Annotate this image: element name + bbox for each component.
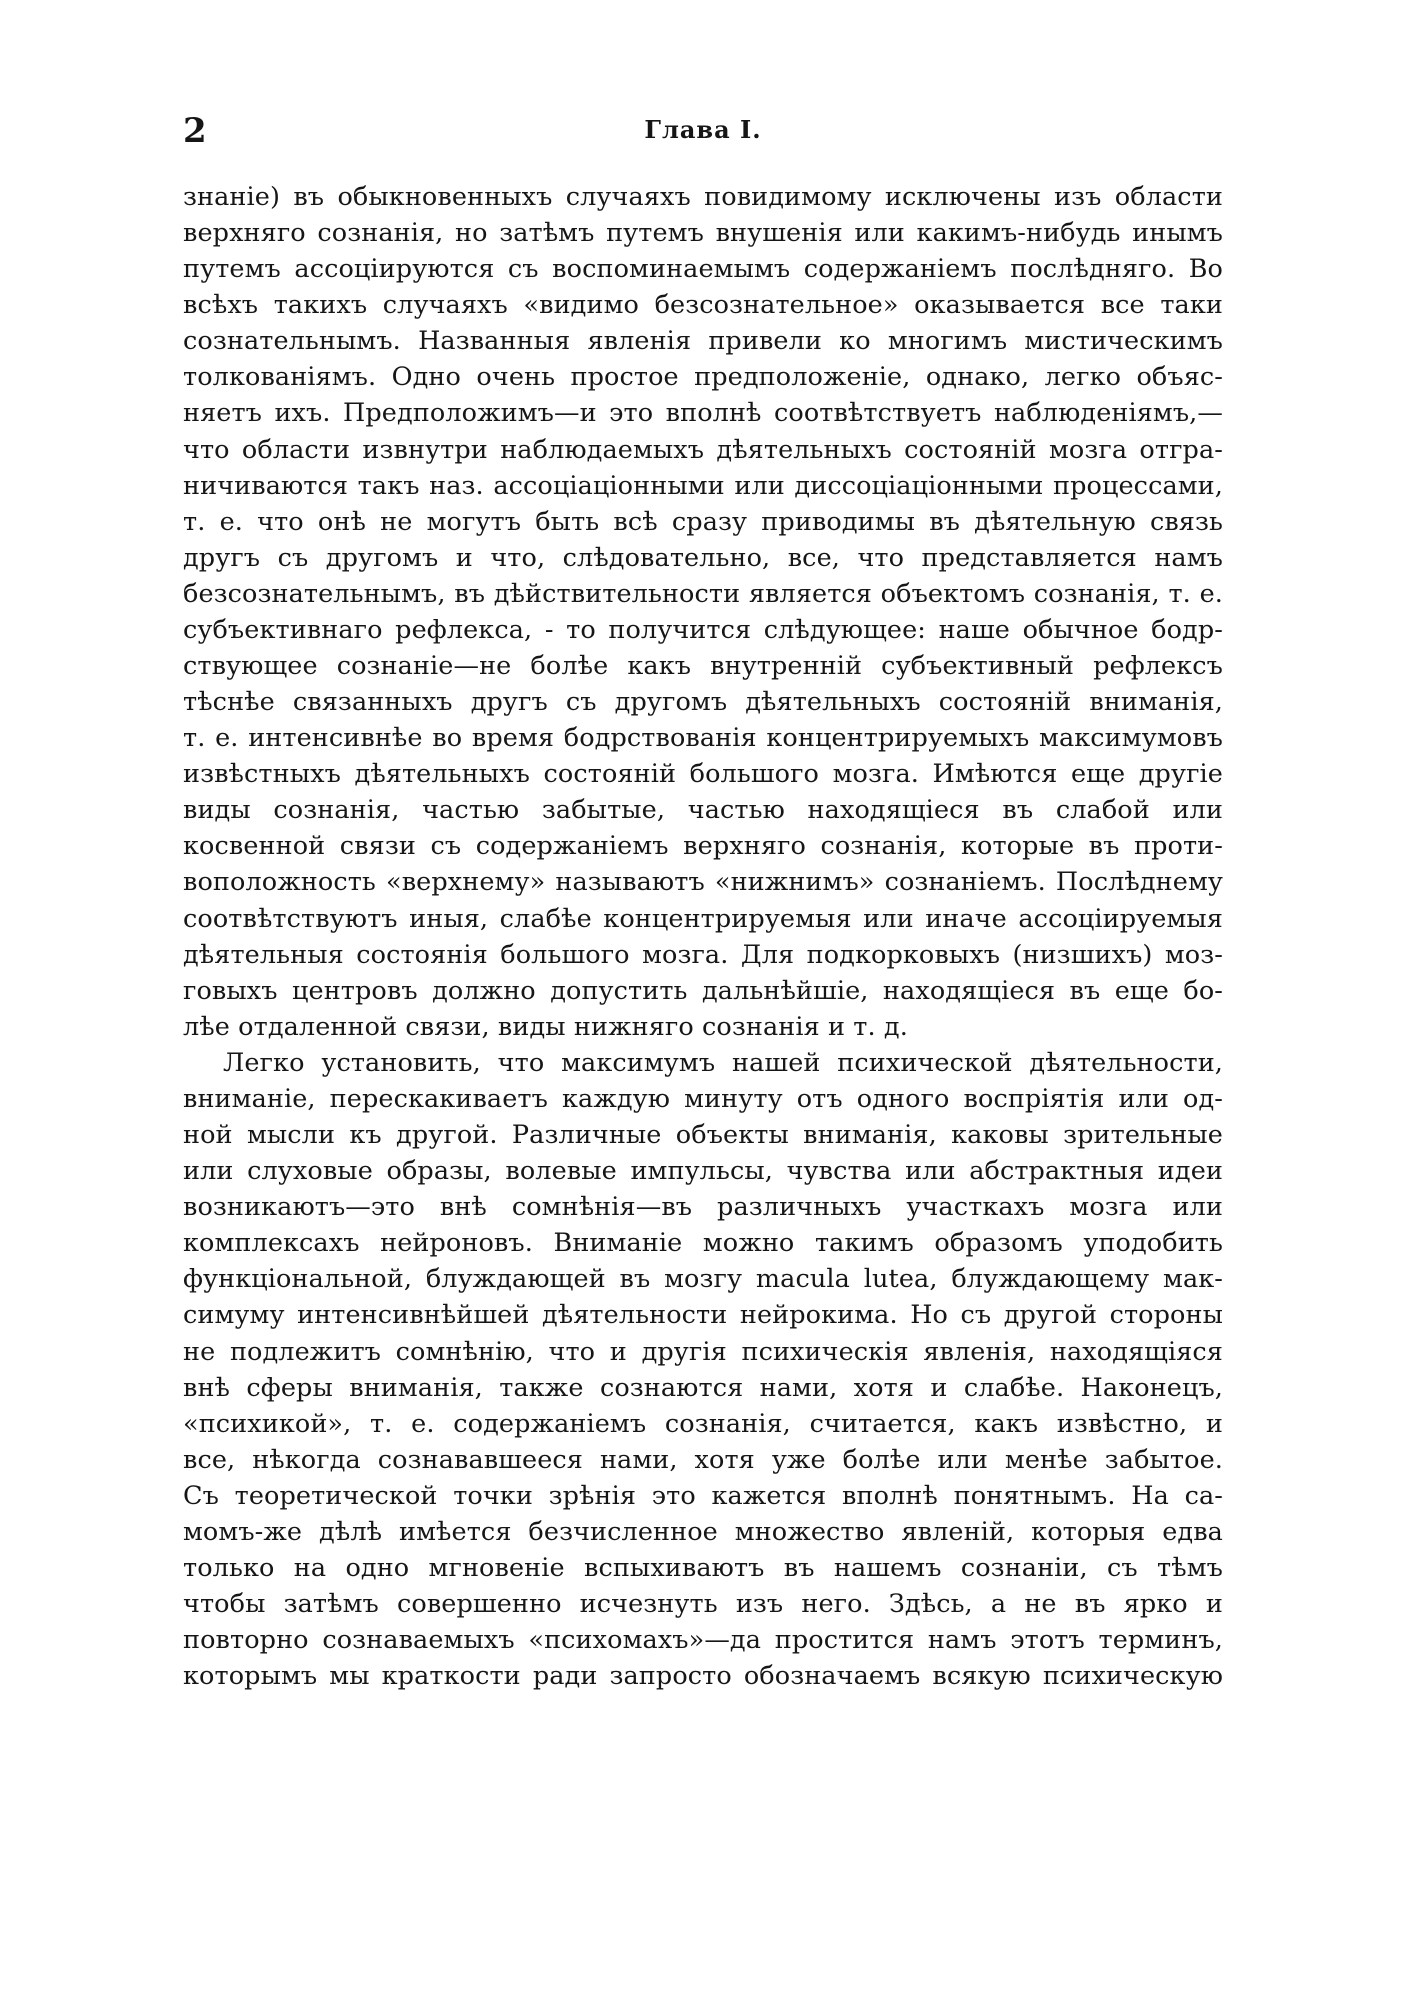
text-line: только на одно мгновеніе вспыхиваютъ въ нашемъ сознаніи, съ тѣмъ [183, 1552, 1223, 1583]
text-line: воположность «верхнему» называютъ «нижнимъ» сознаніемъ. Послѣднему [183, 867, 1223, 898]
text-line: ствующее сознаніе—не болѣе какъ внутренній субъективный рефлексъ [183, 651, 1223, 682]
text-line: путемъ ассоціируются съ воспоминаемымъ содержаніемъ послѣдняго. Во [183, 254, 1223, 285]
text-line: все, нѣкогда сознававшееся нами, хотя уже болѣе или менѣе забытое. [183, 1444, 1223, 1475]
text-line: дѣятельныя состоянія большого мозга. Для подкорковыхъ (низшихъ) моз- [183, 939, 1223, 970]
text-line: Съ теоретической точки зрѣнія это кажется вполнѣ понятнымъ. На са- [183, 1480, 1223, 1511]
text-line: момъ-же дѣлѣ имѣется безчисленное множество явленій, которыя едва [183, 1516, 1223, 1547]
text-line: толкованіямъ. Одно очень простое предположеніе, однако, легко объяс- [183, 362, 1223, 393]
text-line: знаніе) въ обыкновенныхъ случаяхъ повидимому исключены изъ области [183, 182, 1223, 212]
text-line: субъективнаго рефлекса, - то получится слѣдующее: наше обычное бодр- [183, 614, 1223, 645]
text-line: говыхъ центровъ должно допустить дальнѣйшіе, находящіеся въ еще бо- [183, 975, 1223, 1006]
page-number: 2 [183, 111, 207, 151]
text-line: что области извнутри наблюдаемыхъ дѣятельныхъ состояній мозга отгра- [183, 434, 1223, 465]
text-line: ничиваются такъ наз. ассоціаціонными или диссоціаціонными процессами, [183, 470, 1223, 501]
text-line: соотвѣтствуютъ иныя, слабѣе концентрируемыя или иначе ассоціируемыя [183, 903, 1223, 934]
text-line: всѣхъ такихъ случаяхъ «видимо безсознательное» оказывается все таки [183, 290, 1223, 321]
text-line: виды сознанія, частью забытые, частью находящіеся въ слабой или [183, 795, 1223, 826]
text-line: возникаютъ—это внѣ сомнѣнія—въ различныхъ участкахъ мозга или [183, 1192, 1223, 1223]
text-line: сознательнымъ. Названныя явленія привели ко многимъ мистическимъ [183, 326, 1223, 357]
text-line: или слуховые образы, волевые импульсы, чувства или абстрактныя идеи [183, 1156, 1223, 1187]
text-line: «психикой», т. е. содержаніемъ сознанія, считается, какъ извѣстно, и [183, 1408, 1223, 1439]
text-line: внѣ сферы вниманія, также сознаются нами, хотя и слабѣе. Наконецъ, [183, 1372, 1223, 1403]
text-line: ной мысли къ другой. Различные объекты вниманія, каковы зрительные [183, 1120, 1223, 1151]
body-text [183, 179, 1223, 1694]
text-line: безсознательнымъ, въ дѣйствительности является объектомъ сознанія, т. е. [183, 578, 1223, 609]
text-line: функціональной, блуждающей въ мозгу macula lutea, блуждающему мак- [183, 1264, 1223, 1295]
text-line: чтобы затѣмъ совершенно исчезнуть изъ него. Здѣсь, а не въ ярко и [183, 1589, 1223, 1620]
text-line: тѣснѣе связанныхъ другъ съ другомъ дѣятельныхъ состояній вниманія, [183, 687, 1223, 718]
text-line: лѣе отдаленной связи, виды нижняго сознанія и т. д. [183, 1011, 908, 1042]
text-line: другъ съ другомъ и что, слѣдовательно, все, что представляется намъ [183, 542, 1223, 573]
text-line: Легко установить, что максимумъ нашей психической дѣятельности, [223, 1047, 1223, 1078]
page-header [183, 108, 1223, 154]
text-line: няетъ ихъ. Предположимъ—и это вполнѣ соотвѣтствуетъ наблюденіямъ,— [183, 398, 1223, 429]
running-head: Глава I. [644, 115, 762, 144]
text-line: извѣстныхъ дѣятельныхъ состояній большого мозга. Имѣются еще другіе [183, 759, 1223, 790]
text-line: симуму интенсивнѣйшей дѣятельности нейрокима. Но съ другой стороны [183, 1300, 1223, 1331]
text-line: вниманіе, перескакиваетъ каждую минуту отъ одного воспріятія или од- [183, 1083, 1223, 1114]
text-line: комплексахъ нейроновъ. Вниманіе можно такимъ образомъ уподобить [183, 1228, 1223, 1259]
text-line: косвенной связи съ содержаніемъ верхняго сознанія, которые въ проти- [183, 831, 1223, 862]
text-line: т. е. интенсивнѣе во время бодрствованія концентрируемыхъ максимумовъ [183, 723, 1223, 754]
text-line: повторно сознаваемыхъ «психомахъ»—да простится намъ этотъ терминъ, [183, 1625, 1223, 1656]
text-line: которымъ мы краткости ради запросто обозначаемъ всякую психическую [183, 1661, 1223, 1692]
text-line: т. е. что онѣ не могутъ быть всѣ сразу приводимы въ дѣятельную связь [183, 506, 1223, 537]
text-line: не подлежитъ сомнѣнію, что и другія психическія явленія, находящіяся [183, 1336, 1223, 1367]
text-line: верхняго сознанія, но затѣмъ путемъ внушенія или какимъ-нибудь инымъ [183, 218, 1223, 249]
